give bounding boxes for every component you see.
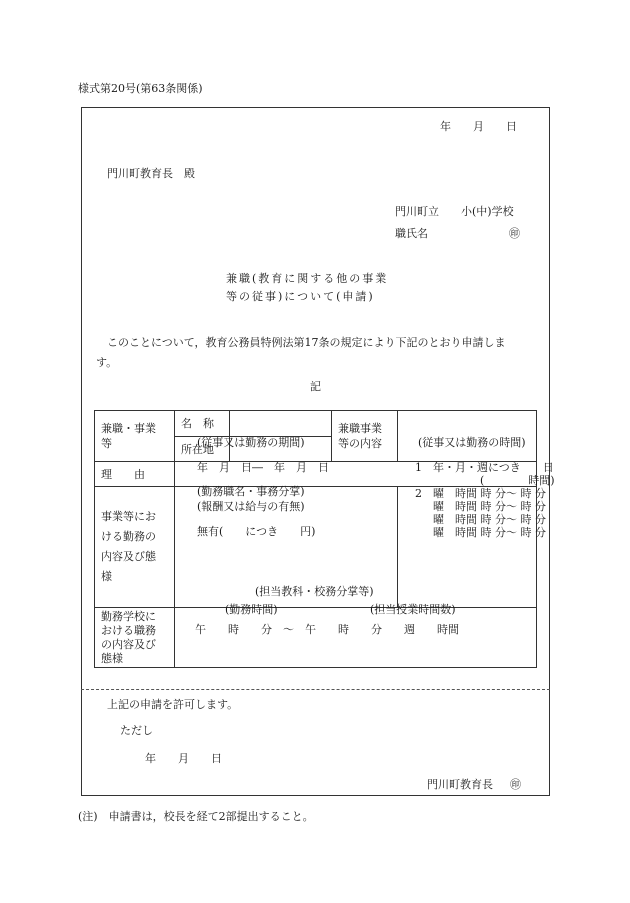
content-label: 兼職事業 等の内容 [332,411,398,462]
subjects-header: (担当教科・校務分掌等) [255,585,374,598]
approval-proviso: ただし [120,724,153,737]
reason-label: 理 由 [95,462,175,487]
period-range: 年 月 日― 年 月 日 [197,461,329,474]
time-2: 2 曜 時間 時 分～ 時 分 [415,487,546,500]
job-title: (勤務職名・事務分掌) [197,485,305,498]
hours-label: (勤務時間) [225,603,278,616]
name-value[interactable] [230,411,332,437]
footnote: (注) 申請書は，校長を経て2部提出すること。 [78,810,314,823]
approval-signer: 門川町教育長 [427,778,493,791]
hours-line: 午 時 分 ～ 午 時 分 週 時間 [195,623,459,636]
approval-text: 上記の申請を許可します。 [107,698,239,711]
school-duty-cell[interactable] [175,585,537,668]
approval-divider [81,689,550,690]
class-hours-label: (担当授業時間数) [370,603,456,616]
ki-heading: 記 [310,380,321,393]
time-5: 曜 時間 時 分～ 時 分 [433,526,546,539]
pay-header: (報酬又は給与の有無) [197,500,305,513]
pay-amount: 無有( につき 円) [197,525,316,538]
time-4: 曜 時間 時 分～ 時 分 [433,513,546,526]
work-content-label: 事業等にお ける勤務の 内容及び態 様 [95,487,175,608]
time-1b: ( 時間) [480,474,555,487]
approval-seal-icon: ㊞ [510,778,521,791]
seal-icon: ㊞ [509,227,520,240]
period-header: (従事又は勤務の期間) [197,436,305,449]
applicant-name-label: 職氏名 [395,227,428,240]
time-3: 曜 時間 時 分～ 時 分 [433,500,546,513]
body-text-line1: このことについて，教育公務員特例法第17条の規定により下記のとおり申請しま [107,336,506,349]
school-duty-label: 勤務学校に おける職務 の内容及び 態様 [95,608,175,668]
body-text-line2: す。 [96,356,118,369]
date-line: 年 月 日 [440,120,517,133]
addressee: 門川町教育長 殿 [107,167,195,180]
applicant-school: 門川町立 小(中)学校 [395,205,514,218]
application-table [94,410,555,668]
work-time-cell[interactable] [398,436,555,608]
form-title-line2: 等の従事)について(申請) [226,290,375,303]
name-label: 名 称 [175,411,230,437]
time-1: 1 年・月・週につき 日 [415,461,554,474]
time-header: (従事又は勤務の時間) [418,436,526,449]
approval-date: 年 月 日 [145,752,222,765]
side-job-label: 兼職・事業 等 [95,411,175,462]
form-title-line1: 兼職(教育に関する他の事業 [226,272,389,285]
form-number-label: 様式第20号(第63条関係) [78,82,203,95]
address-label: 所在地 [175,437,230,462]
